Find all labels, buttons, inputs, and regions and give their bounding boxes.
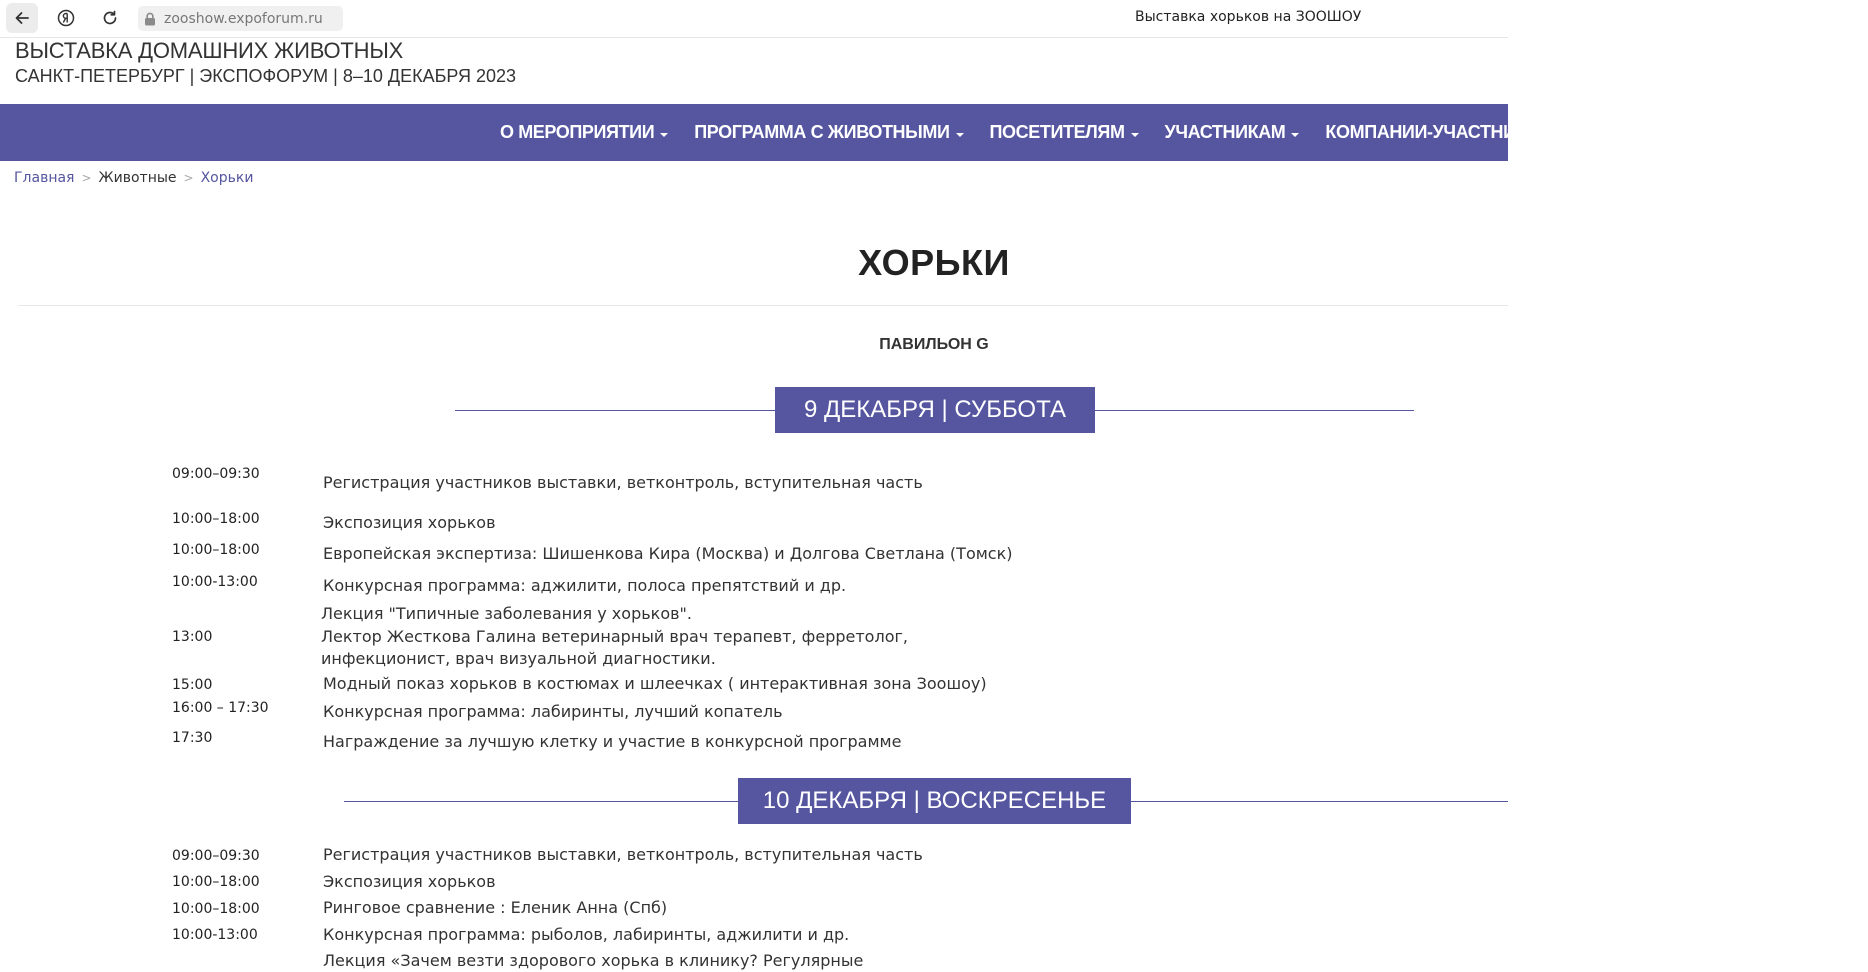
event-time: 10:00–18:00	[172, 874, 260, 890]
event-text: Конкурсная программа: аджилити, полоса препятствий и др.	[323, 576, 847, 595]
breadcrumb-separator: >	[81, 171, 92, 185]
url-text: zooshow.expoforum.ru	[164, 10, 323, 27]
breadcrumb-ferrets: Хорьки	[200, 170, 254, 186]
event-time: 13:00	[172, 629, 213, 645]
reload-button[interactable]	[94, 3, 126, 33]
day-header-1: 9 ДЕКАБРЯ | СУББОТА	[775, 387, 1095, 433]
caret-down-icon	[1131, 133, 1139, 137]
site-title[interactable]: ВЫСТАВКА ДОМАШНИХ ЖИВОТНЫХ	[15, 38, 404, 63]
event-text: Модный показ хорьков в костюмах и шлеечках ( интерактивная зона Зоошоу)	[323, 674, 987, 693]
lock-icon	[144, 12, 156, 26]
event-text: Ринговое сравнение : Еленик Анна (Спб)	[323, 898, 668, 917]
event-time: 17:30	[172, 730, 213, 746]
event-text-line: Лектор Жесткова Галина ветеринарный врач терапевт, ферретолог,	[321, 627, 908, 646]
nav-item-companies[interactable]: КОМПАНИИ-УЧАСТНИКИ	[1325, 122, 1539, 142]
breadcrumb-home[interactable]: Главная	[14, 170, 75, 186]
event-time: 16:00 – 17:30	[172, 700, 269, 716]
back-button[interactable]	[6, 3, 38, 33]
site-subtitle: САНКТ-ПЕТЕРБУРГ | ЭКСПОФОРУМ | 8–10 ДЕКАБРЯ 2023	[15, 66, 517, 86]
event-time: 10:00–18:00	[172, 542, 260, 558]
event-text: Конкурсная программа: лабиринты, лучший копатель	[323, 702, 783, 721]
arrow-left-icon	[13, 9, 31, 27]
event-time: 10:00-13:00	[172, 574, 258, 590]
nav-item-program[interactable]: ПРОГРАММА С ЖИВОТНЫМИ	[694, 122, 963, 143]
event-text: Регистрация участников выставки, ветконтроль, вступительная часть	[323, 473, 923, 492]
event-text: Регистрация участников выставки, ветконтроль, вступительная часть	[323, 845, 923, 864]
caret-down-icon	[956, 133, 964, 137]
event-time: 10:00–18:00	[172, 511, 260, 527]
main-navigation	[0, 104, 1539, 161]
event-time: 15:00	[172, 677, 213, 693]
event-text: Экспозиция хорьков	[323, 513, 496, 532]
day-header-2: 10 ДЕКАБРЯ | ВОСКРЕСЕНЬЕ	[738, 778, 1131, 824]
yandex-logo-icon	[57, 9, 75, 27]
tab-title: Выставка хорьков на ЗООШОУ	[1135, 9, 1362, 25]
caret-down-icon	[660, 133, 668, 137]
caret-down-icon	[1291, 133, 1299, 137]
event-text-line: Лекция "Типичные заболевания у хорьков".	[321, 604, 692, 623]
nav-item-participants[interactable]: УЧАСТНИКАМ	[1165, 122, 1300, 143]
event-time: 09:00–09:30	[172, 848, 260, 864]
event-time: 09:00–09:30	[172, 466, 260, 482]
nav-item-visitors[interactable]: ПОСЕТИТЕЛЯМ	[990, 122, 1139, 143]
breadcrumb-separator: >	[183, 171, 194, 185]
title-divider	[18, 305, 1508, 306]
page-title: ХОРЬКИ	[858, 242, 1010, 283]
event-text: Европейская экспертиза: Шишенкова Кира (Москва) и Долгова Светлана (Томск)	[323, 544, 1013, 563]
event-text: Награждение за лучшую клетку и участие в конкурсной программе	[323, 732, 902, 751]
event-text: Лекция «Зачем везти здорового хорька в клинику? Регулярные	[323, 951, 864, 970]
yandex-button[interactable]	[50, 3, 82, 33]
event-time: 10:00–18:00	[172, 901, 260, 917]
nav-item-about[interactable]: О МЕРОПРИЯТИИ	[500, 122, 668, 143]
breadcrumb-animals[interactable]: Животные	[98, 170, 177, 186]
pavilion-label: ПАВИЛЬОН G	[879, 336, 989, 353]
event-text-line: инфекционист, врач визуальной диагностики.	[321, 649, 716, 668]
address-bar[interactable]	[138, 6, 343, 31]
event-time: 10:00-13:00	[172, 927, 258, 943]
event-text: Экспозиция хорьков	[323, 872, 496, 891]
event-text: Конкурсная программа: рыболов, лабиринты, аджилити и др.	[323, 925, 850, 944]
browser-toolbar	[0, 0, 1508, 38]
breadcrumb	[14, 170, 253, 186]
reload-icon	[101, 9, 119, 27]
